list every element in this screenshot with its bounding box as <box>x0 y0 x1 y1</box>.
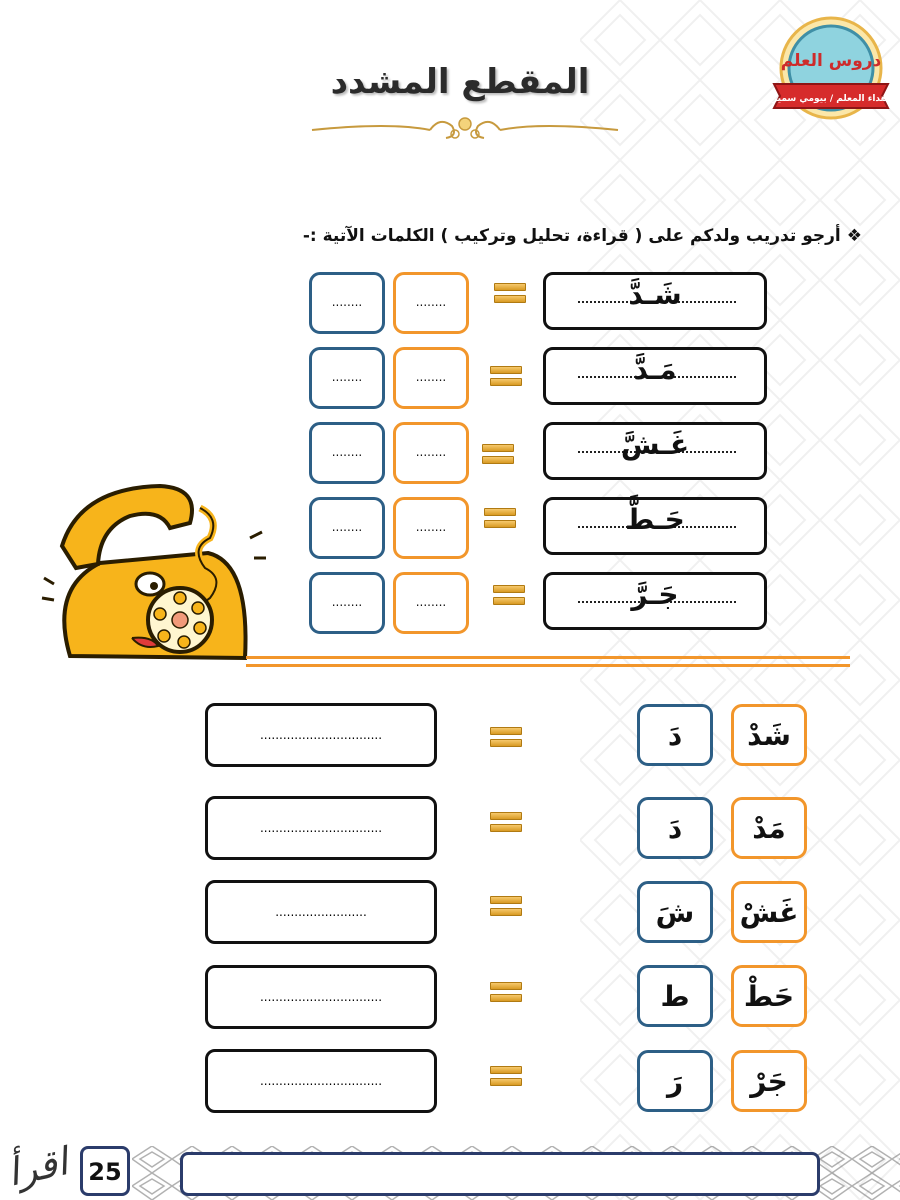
word-box <box>543 422 767 480</box>
syllable-input-2[interactable] <box>309 422 385 484</box>
word-box <box>543 347 767 405</box>
input-placeholder: ........ <box>331 520 363 534</box>
syllable-box-2 <box>637 965 713 1027</box>
answer-placeholder: ................................ <box>259 821 383 835</box>
input-placeholder: ........ <box>415 520 447 534</box>
answer-input[interactable] <box>205 965 437 1029</box>
syllable-input-2[interactable] <box>309 497 385 559</box>
syllable-text: ط <box>660 980 690 1013</box>
syllable-box-1 <box>731 965 807 1027</box>
word-text: غَـشَّ <box>620 428 690 461</box>
equals-icon <box>490 727 522 747</box>
syllable-input-1[interactable] <box>393 572 469 634</box>
equals-icon <box>493 585 525 605</box>
word-box <box>543 272 767 330</box>
input-placeholder: ........ <box>415 595 447 609</box>
equals-icon <box>494 283 526 303</box>
syllable-text: جَرْ <box>750 1065 788 1098</box>
separator-line-bottom <box>246 664 850 667</box>
bullet-icon: ❖ <box>846 226 862 246</box>
word-text: جَـرَّ <box>631 578 679 611</box>
syllable-input-1[interactable] <box>393 272 469 334</box>
answer-input[interactable] <box>205 796 437 860</box>
equals-icon <box>490 812 522 832</box>
syllable-text: حَطْ <box>743 980 795 1013</box>
syllable-input-2[interactable] <box>309 572 385 634</box>
word-text: حَـطَّ <box>625 503 685 536</box>
equals-icon <box>484 508 516 528</box>
equals-icon <box>490 982 522 1002</box>
syllable-input-2[interactable] <box>309 347 385 409</box>
instruction-text <box>262 226 862 246</box>
footer-box <box>180 1152 820 1196</box>
equals-icon <box>490 1066 522 1086</box>
syllable-box-1 <box>731 704 807 766</box>
input-placeholder: ........ <box>415 295 447 309</box>
word-text: شَـدَّ <box>628 278 682 311</box>
answer-placeholder: ................................ <box>259 990 383 1004</box>
equals-icon <box>490 366 522 386</box>
iqra-calligraphy <box>2 1110 72 1200</box>
syllable-box-2 <box>637 1050 713 1112</box>
input-placeholder: ........ <box>331 595 363 609</box>
syllable-text: دَ <box>667 812 683 845</box>
answer-input[interactable] <box>205 880 437 944</box>
input-placeholder: ........ <box>331 445 363 459</box>
syllable-text: مَدْ <box>752 812 786 845</box>
page-title: المقطع المشدد <box>330 62 590 102</box>
input-placeholder: ........ <box>415 445 447 459</box>
syllable-box-1 <box>731 797 807 859</box>
syllable-text: شَدْ <box>747 719 791 752</box>
calligraphy-text: اقرأ <box>3 1139 72 1195</box>
instruction-label: أرجو تدريب ولدكم على ( قراءة، تحليل وتركيب ) الكلمات الآتية :- <box>302 226 841 246</box>
syllable-box-2 <box>637 797 713 859</box>
syllable-box-2 <box>637 881 713 943</box>
page-number: 25 <box>80 1146 130 1196</box>
answer-placeholder: ................................ <box>259 728 383 742</box>
input-placeholder: ........ <box>331 370 363 384</box>
answer-placeholder: ........................ <box>275 905 367 919</box>
syllable-box-1 <box>731 1050 807 1112</box>
answer-input[interactable] <box>205 703 437 767</box>
input-placeholder: ........ <box>415 370 447 384</box>
syllable-input-1[interactable] <box>393 422 469 484</box>
syllable-text: رَ <box>666 1065 684 1098</box>
title-flourish <box>310 112 620 148</box>
syllable-input-1[interactable] <box>393 347 469 409</box>
word-text: مَـدَّ <box>633 353 677 386</box>
separator-line-top <box>246 656 850 659</box>
logo-text: دروس العلم <box>780 51 882 71</box>
syllable-text: غَشْ <box>739 896 799 929</box>
equals-icon <box>490 896 522 916</box>
syllable-box-1 <box>731 881 807 943</box>
word-box <box>543 497 767 555</box>
syllable-box-2 <box>637 704 713 766</box>
answer-placeholder: ................................ <box>259 1074 383 1088</box>
syllable-text: دَ <box>667 719 683 752</box>
syllable-input-1[interactable] <box>393 497 469 559</box>
syllable-input-2[interactable] <box>309 272 385 334</box>
equals-icon <box>482 444 514 464</box>
input-placeholder: ........ <box>331 295 363 309</box>
word-box <box>543 572 767 630</box>
logo-ribbon-text: إهداء المعلم / بيومي سمير <box>772 94 890 104</box>
answer-input[interactable] <box>205 1049 437 1113</box>
telephone-illustration <box>40 468 280 690</box>
syllable-text: شَ <box>655 896 695 929</box>
